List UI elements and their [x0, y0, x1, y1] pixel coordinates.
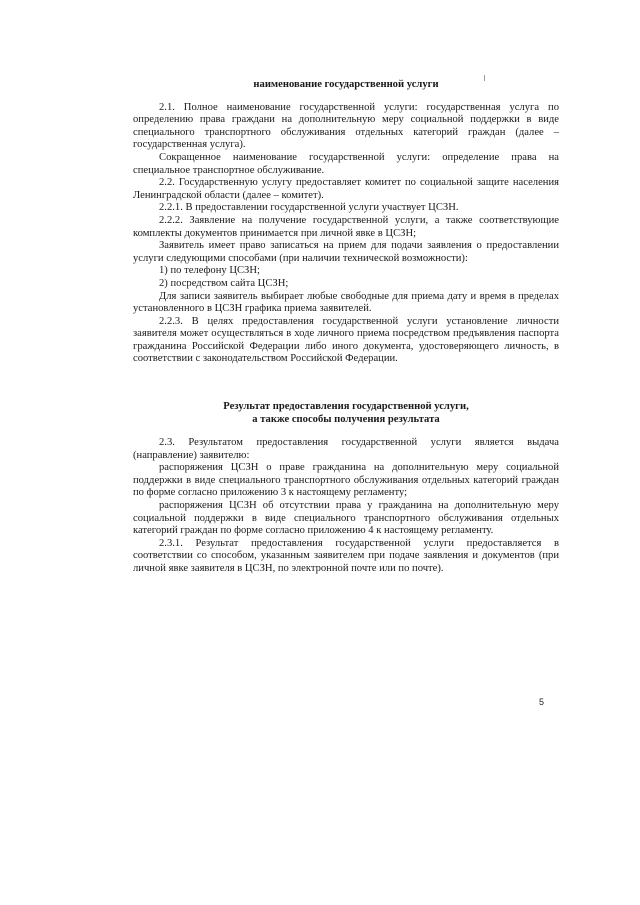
paragraph-2-2: 2.2. Государственную услугу предоставляет комитет по социальной защите населения Ленинградской области (далее – комитет).: [133, 177, 559, 201]
paragraph-2-3: 2.3. Результатом предоставления государственной услуги является выдача (направление) заявителю:: [133, 437, 559, 461]
paragraph-2-2-2: 2.2.2. Заявление на получение государственной услуги, а также соответствующие комплекты документов принимается при личной явке в ЦСЗН;: [133, 214, 559, 239]
paragraph-order-granted: распоряжения ЦСЗН о праве гражданина на дополнительную меру социальной поддержки в виде специального транспортного обслуживания отдельных категорий граждан по форме согласно приложению 3 к настоящему регламенту;: [133, 462, 559, 499]
paragraph-appointment-time: Для записи заявитель выбирает любые свободные для приема дату и время в пределах установленного в ЦСЗН графика приема заявителей.: [133, 290, 559, 315]
section-service-name: [133, 102, 559, 366]
paragraph-appointment: Заявитель имеет право записаться на прием для подачи заявления о предоставлении услуги следующими способами (при наличии технической возможности):: [133, 240, 559, 264]
paragraph-2-2-3: 2.2.3. В целях предоставления государственной услуги установление личности заявителя может осуществляться в ходе личного приема посредством предъявления паспорта гражданина Российской Федерации либо иного документа, удостоверяющего личность, в соответствии с законодательством Российской Федерации.: [133, 315, 559, 365]
section-heading-service-name: наименование государственной услуги: [253, 79, 439, 90]
section-result: [133, 437, 559, 576]
paragraph-2-3-1: 2.3.1. Результат предоставления государственной услуги предоставляется в соответствии со способом, указанным заявителем при подаче заявления и документов (при личной явке заявителя в ЦСЗН, по электронной почте или по почте).: [133, 537, 559, 574]
document-body: [133, 79, 559, 576]
section-heading-result-line-1: Результат предоставления государственной услуги,: [223, 401, 469, 413]
paragraph-short-name: Сокращенное наименование государственной услуги: определение права на специальное транспортное обслуживание.: [133, 151, 559, 176]
paragraph-order-denied: распоряжения ЦСЗН об отсутствии права у гражданина на дополнительную меру социальной поддержки в виде специального транспортного обслуживания отдельных категорий граждан по форме согласно приложению 4 к настоящему регламенту.: [133, 500, 559, 537]
section-heading-result-line-2: а также способы получения результата: [252, 414, 440, 426]
paragraph-2-1: 2.1. Полное наименование государственной услуги: государственная услуга по определению права граждани на дополнительную меру социальной поддержки в виде специального транспортного обслуживания отдельных категорий граждан (далее – государственная услуга).: [133, 101, 559, 151]
list-item-phone: 1) по телефону ЦСЗН;: [159, 265, 260, 277]
section-heading-result: [133, 400, 559, 426]
list-item-website: 2) посредством сайта ЦСЗН;: [159, 277, 289, 289]
page-number: 5: [539, 697, 545, 707]
paragraph-2-2-1: 2.2.1. В предоставлении государственной услуги участвует ЦСЗН.: [159, 202, 459, 214]
